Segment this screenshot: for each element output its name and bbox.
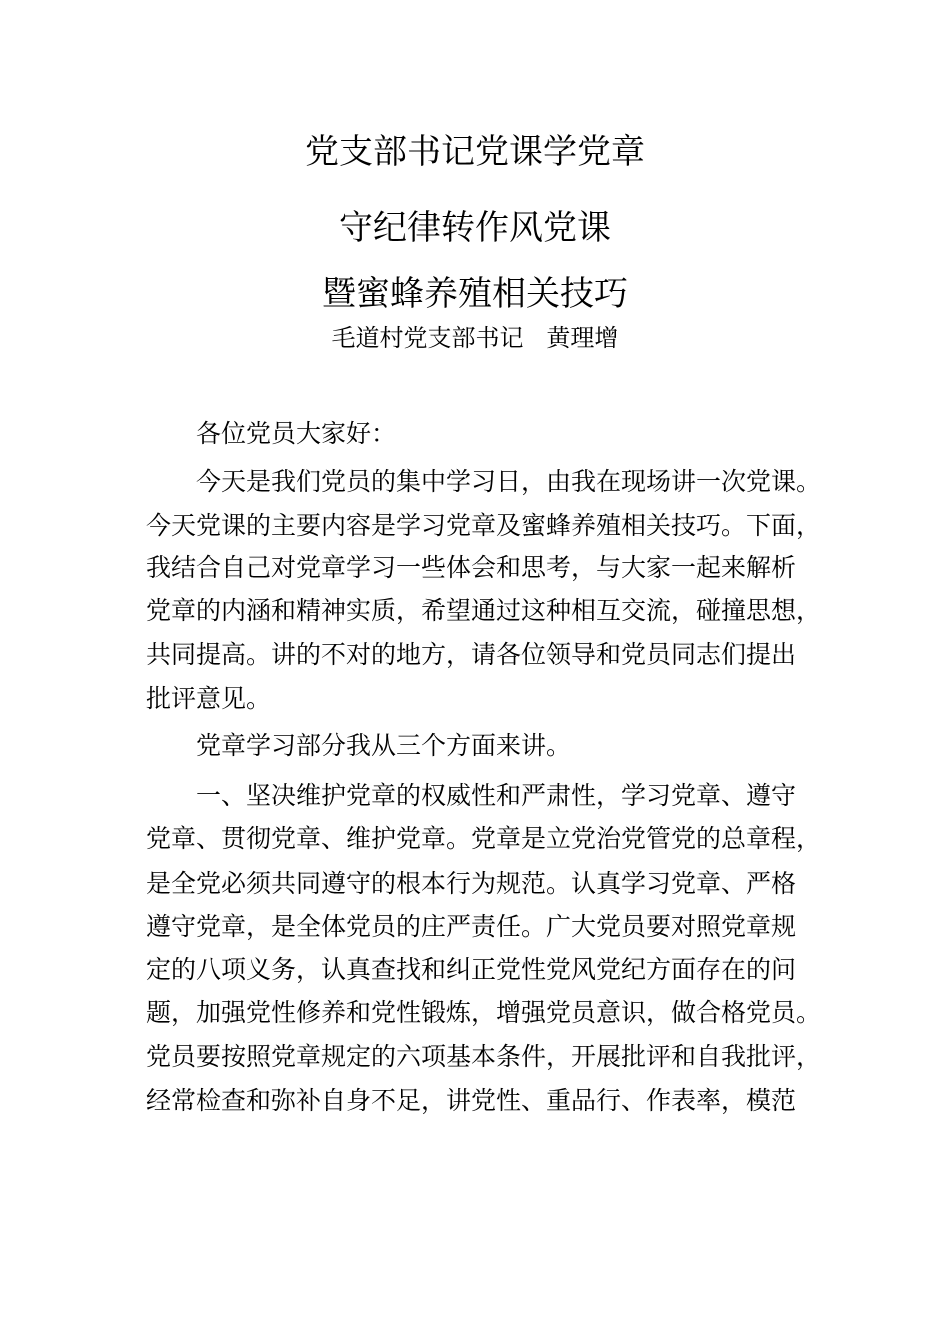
greeting: 各位党员大家好： (196, 419, 397, 448)
paragraph-2: 党章学习部分我从三个方面来讲。 (196, 731, 572, 760)
title-line-3: 暨蜜蜂养殖相关技巧 (322, 274, 628, 314)
title-line-2: 守纪律转作风党课 (339, 208, 611, 248)
paragraph-3-line-4: 遵守党章，是全体党员的庄严责任。广大党员要对照党章规 (146, 912, 797, 941)
paragraph-1-line-5: 共同提高。讲的不对的地方，请各位领导和党员同志们提出 (146, 640, 797, 669)
author-line: 毛道村党支部书记 黄理增 (331, 324, 619, 352)
paragraph-3-line-2: 党章、贯彻党章、维护党章。党章是立党治党管党的总章程， (146, 824, 822, 853)
paragraph-3-line-8: 经常检查和弥补自身不足，讲党性、重品行、作表率，模范 (146, 1086, 797, 1115)
paragraph-3-line-3: 是全党必须共同遵守的根本行为规范。认真学习党章、严格 (146, 869, 797, 898)
paragraph-1-line-2: 今天党课的主要内容是学习党章及蜜蜂养殖相关技巧。下面， (146, 511, 822, 540)
paragraph-1-line-6: 批评意见。 (146, 684, 272, 713)
paragraph-3-line-6: 题，加强党性修养和党性锻炼，增强党员意识，做合格党员。 (146, 998, 822, 1027)
paragraph-3-line-5: 定的八项义务，认真查找和纠正党性党风党纪方面存在的问 (146, 955, 797, 984)
paragraph-3-line-7: 党员要按照党章规定的六项基本条件，开展批评和自我批评， (146, 1042, 822, 1071)
title-line-1: 党支部书记党课学党章 (305, 132, 645, 172)
paragraph-1-line-3: 我结合自己对党章学习一些体会和思考，与大家一起来解析 (146, 553, 797, 582)
paragraph-1-line-4: 党章的内涵和精神实质，希望通过这种相互交流，碰撞思想， (146, 596, 822, 625)
paragraph-3-line-1: 一、坚决维护党章的权威性和严肃性，学习党章、遵守 (196, 781, 797, 810)
paragraph-1-line-1: 今天是我们党员的集中学习日，由我在现场讲一次党课。 (196, 467, 822, 496)
